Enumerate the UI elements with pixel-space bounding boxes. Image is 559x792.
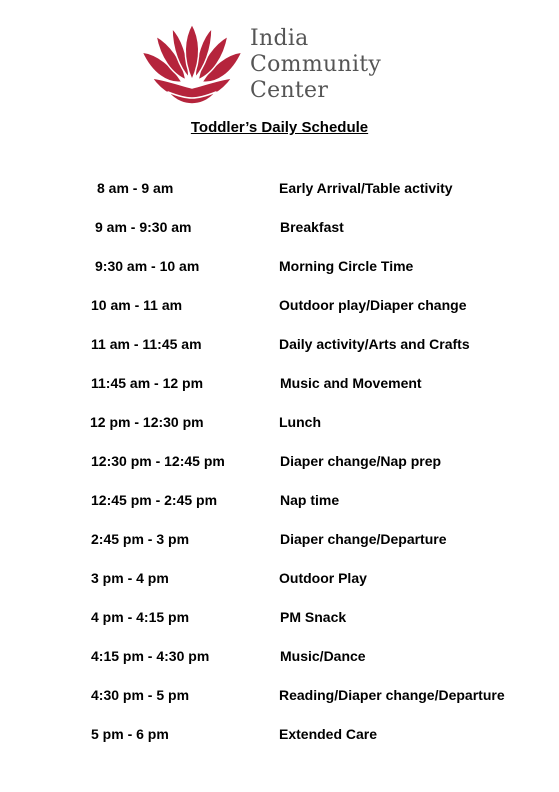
schedule-time: 12 pm - 12:30 pm	[90, 414, 204, 430]
schedule-activity: Early Arrival/Table activity	[279, 180, 453, 196]
schedule-row	[0, 648, 559, 668]
schedule-time: 10 am - 11 am	[91, 297, 183, 313]
schedule-row	[0, 531, 559, 551]
schedule-row	[0, 687, 559, 707]
schedule-row	[0, 726, 559, 746]
schedule-time: 2:45 pm - 3 pm	[91, 531, 190, 547]
schedule-activity: Music and Movement	[280, 375, 422, 391]
organization-name-line: Center	[250, 78, 329, 103]
schedule-time: 12:30 pm - 12:45 pm	[91, 453, 225, 469]
schedule-activity: Breakfast	[280, 219, 344, 235]
lotus-logo-icon	[138, 22, 246, 104]
schedule-time: 11:45 am - 12 pm	[91, 375, 204, 391]
organization-name-line: Community	[250, 52, 382, 77]
schedule-activity: Daily activity/Arts and Crafts	[279, 336, 470, 352]
schedule-time: 4:30 pm - 5 pm	[91, 687, 190, 703]
schedule-row	[0, 297, 559, 317]
header-logo	[0, 0, 559, 110]
document-title: Toddler’s Daily Schedule	[190, 119, 369, 136]
schedule-activity: Nap time	[280, 492, 340, 508]
schedule-time: 4 pm - 4:15 pm	[91, 609, 190, 625]
schedule-time: 11 am - 11:45 am	[91, 336, 202, 352]
schedule-time: 9:30 am - 10 am	[95, 258, 200, 274]
schedule-activity: Music/Dance	[280, 648, 366, 664]
schedule-row	[0, 375, 559, 395]
schedule-time: 8 am - 9 am	[97, 180, 174, 196]
schedule-activity: Lunch	[279, 414, 321, 430]
schedule-activity: Morning Circle Time	[279, 258, 414, 274]
schedule-activity: Outdoor play/Diaper change	[279, 297, 467, 313]
schedule-row	[0, 570, 559, 590]
schedule-row	[0, 336, 559, 356]
schedule-time: 4:15 pm - 4:30 pm	[91, 648, 210, 664]
schedule-activity: Outdoor Play	[279, 570, 367, 586]
schedule-row	[0, 609, 559, 629]
schedule-activity: PM Snack	[280, 609, 347, 625]
schedule-time: 12:45 pm - 2:45 pm	[91, 492, 218, 508]
organization-name	[250, 26, 381, 104]
schedule-row	[0, 258, 559, 278]
schedule-activity: Diaper change/Departure	[280, 531, 447, 547]
schedule-time: 9 am - 9:30 am	[95, 219, 192, 235]
schedule-time: 3 pm - 4 pm	[91, 570, 169, 586]
schedule-row	[0, 414, 559, 434]
schedule-row	[0, 180, 559, 200]
schedule-row	[0, 219, 559, 239]
organization-name-line: India	[250, 26, 309, 51]
schedule-activity: Diaper change/Nap prep	[280, 453, 442, 469]
schedule-time: 5 pm - 6 pm	[91, 726, 169, 742]
schedule-activity: Extended Care	[279, 726, 378, 742]
schedule-row	[0, 492, 559, 512]
schedule-row	[0, 453, 559, 473]
schedule-activity: Reading/Diaper change/Departure	[279, 687, 505, 703]
